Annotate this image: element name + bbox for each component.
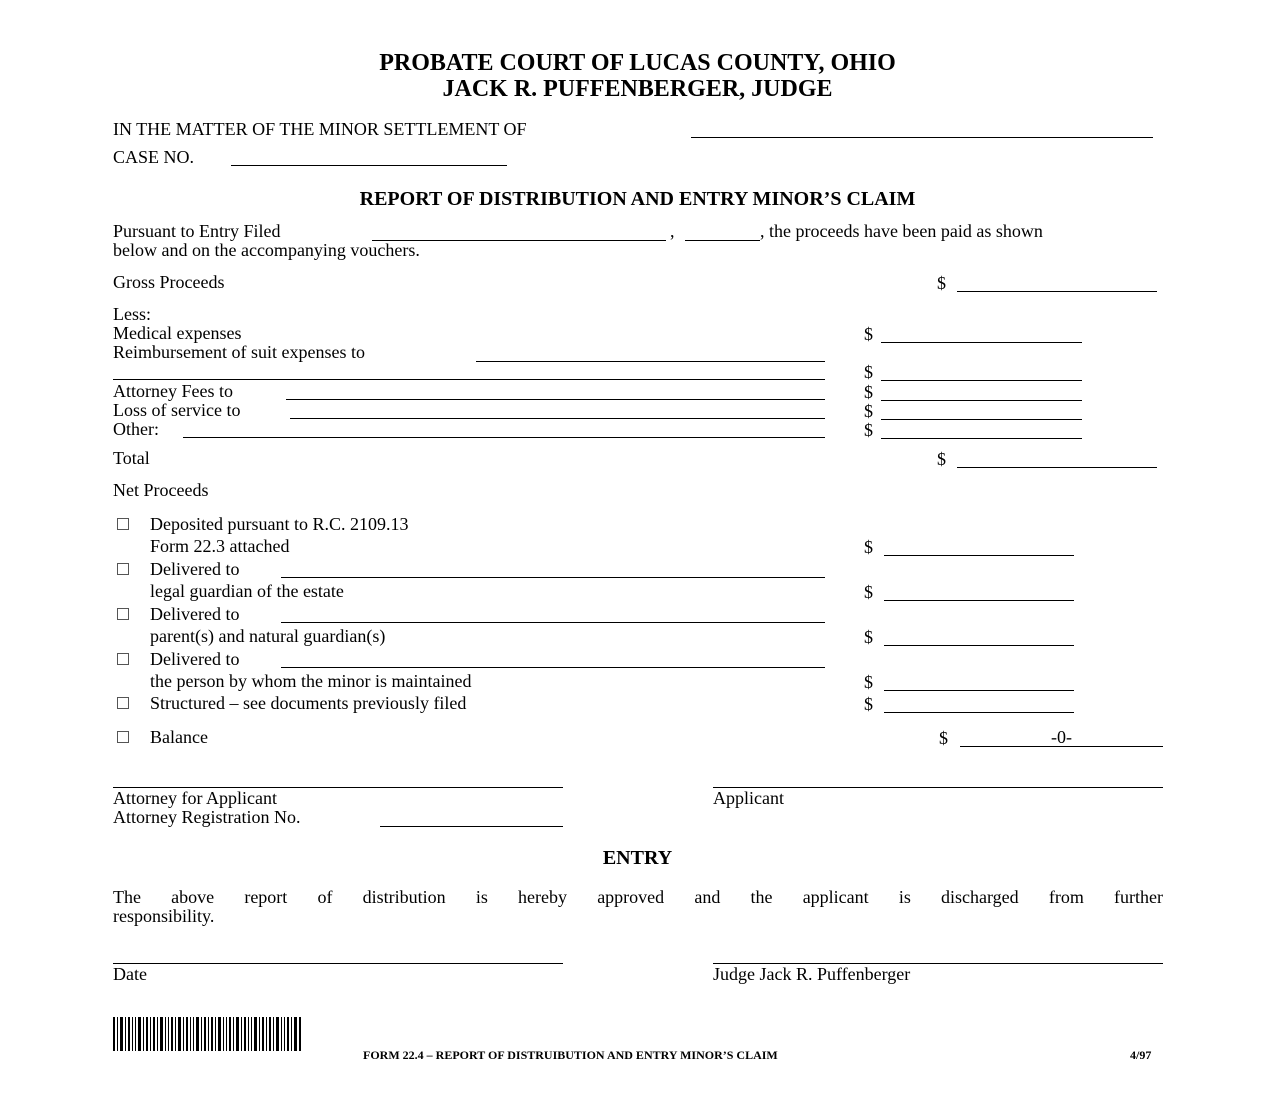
date-label: Date bbox=[113, 964, 147, 984]
delivered-guardian-field[interactable] bbox=[281, 577, 825, 578]
other-payee-field[interactable] bbox=[183, 437, 825, 438]
loss-of-service-label: Loss of service to bbox=[113, 400, 241, 420]
maintainer-label: the person by whom the minor is maintained bbox=[150, 671, 472, 691]
judge-signature-label: Judge Jack R. Puffenberger bbox=[713, 964, 911, 984]
case-number-field[interactable] bbox=[231, 165, 507, 166]
delivered-to-label: Delivered to bbox=[150, 649, 240, 669]
other-label: Other: bbox=[113, 419, 159, 439]
balance-label: Balance bbox=[150, 727, 208, 747]
attorney-fees-payee-field[interactable] bbox=[286, 399, 825, 400]
deposited-amount[interactable] bbox=[884, 555, 1074, 556]
medical-expenses-label: Medical expenses bbox=[113, 323, 242, 343]
dollar-sign: $ bbox=[939, 728, 948, 748]
balance-amount: -0- bbox=[1051, 727, 1072, 747]
reimbursement-amount[interactable] bbox=[881, 380, 1082, 381]
dollar-sign: $ bbox=[937, 273, 946, 293]
reimbursement-payee-field-2[interactable] bbox=[113, 379, 825, 380]
entry-title: ENTRY bbox=[602, 847, 673, 869]
date-line[interactable] bbox=[113, 963, 563, 964]
attorney-fees-label: Attorney Fees to bbox=[113, 381, 233, 401]
gross-proceeds-label: Gross Proceeds bbox=[113, 272, 225, 292]
delivered-maintainer-field[interactable] bbox=[281, 667, 825, 668]
form-revision: 4/97 bbox=[1130, 1048, 1152, 1062]
dollar-sign: $ bbox=[864, 401, 873, 421]
structured-amount[interactable] bbox=[884, 712, 1074, 713]
report-title: REPORT OF DISTRIBUTION AND ENTRY MINOR’S CLAIM bbox=[359, 188, 916, 210]
dollar-sign: $ bbox=[864, 694, 873, 714]
form-footer: FORM 22.4 – REPORT OF DISTRUIBUTION AND ENTRY MINOR’S CLAIM bbox=[363, 1048, 778, 1062]
structured-label: Structured – see documents previously filed bbox=[150, 693, 467, 713]
delivered-to-label: Delivered to bbox=[150, 559, 240, 579]
gross-proceeds-amount[interactable] bbox=[957, 291, 1157, 292]
delivered-parents-field[interactable] bbox=[281, 622, 825, 623]
dollar-sign: $ bbox=[864, 627, 873, 647]
entry-text-continued: responsibility. bbox=[113, 906, 215, 926]
barcode bbox=[113, 1017, 303, 1051]
deposited-checkbox[interactable] bbox=[117, 518, 129, 530]
deposited-label: Deposited pursuant to R.C. 2109.13 bbox=[150, 514, 409, 534]
minor-name-field[interactable] bbox=[691, 137, 1153, 138]
delivered-guardian-checkbox[interactable] bbox=[117, 563, 129, 575]
total-label: Total bbox=[113, 448, 150, 468]
entry-text: The above report of distribution is hereby approved and the applicant is discharged from further bbox=[113, 887, 1163, 907]
legal-guardian-amount[interactable] bbox=[884, 600, 1074, 601]
intro-proceeds: , the proceeds have been paid as shown bbox=[760, 221, 1043, 241]
applicant-label: Applicant bbox=[713, 788, 784, 808]
dollar-sign: $ bbox=[864, 582, 873, 602]
case-number-label: CASE NO. bbox=[113, 147, 195, 167]
dollar-sign: $ bbox=[937, 449, 946, 469]
dollar-sign: $ bbox=[864, 324, 873, 344]
form-attached-label: Form 22.3 attached bbox=[150, 536, 290, 556]
delivered-maintainer-checkbox[interactable] bbox=[117, 653, 129, 665]
total-amount[interactable] bbox=[957, 467, 1157, 468]
registration-number-field[interactable] bbox=[380, 826, 563, 827]
dollar-sign: $ bbox=[864, 382, 873, 402]
delivered-parents-checkbox[interactable] bbox=[117, 608, 129, 620]
reimbursement-payee-field[interactable] bbox=[476, 361, 825, 362]
dollar-sign: $ bbox=[864, 672, 873, 692]
intro-comma: , bbox=[670, 221, 675, 241]
legal-guardian-label: legal guardian of the estate bbox=[150, 581, 344, 601]
structured-checkbox[interactable] bbox=[117, 697, 129, 709]
medical-expenses-amount[interactable] bbox=[881, 342, 1082, 343]
parents-label: parent(s) and natural guardian(s) bbox=[150, 626, 386, 646]
reimbursement-label: Reimbursement of suit expenses to bbox=[113, 342, 365, 362]
attorney-label: Attorney for Applicant bbox=[113, 788, 277, 808]
registration-label: Attorney Registration No. bbox=[113, 807, 301, 827]
balance-checkbox[interactable] bbox=[117, 731, 129, 743]
delivered-to-label: Delivered to bbox=[150, 604, 240, 624]
dollar-sign: $ bbox=[864, 362, 873, 382]
maintainer-amount[interactable] bbox=[884, 690, 1074, 691]
other-amount[interactable] bbox=[881, 438, 1082, 439]
loss-of-service-payee-field[interactable] bbox=[290, 418, 825, 419]
less-label: Less: bbox=[113, 304, 151, 324]
attorney-fees-amount[interactable] bbox=[881, 400, 1082, 401]
dollar-sign: $ bbox=[864, 537, 873, 557]
matter-label: IN THE MATTER OF THE MINOR SETTLEMENT OF bbox=[113, 119, 527, 139]
intro-vouchers: below and on the accompanying vouchers. bbox=[113, 240, 420, 260]
entry-filed-year-field[interactable] bbox=[685, 240, 760, 241]
loss-of-service-amount[interactable] bbox=[881, 419, 1082, 420]
parents-amount[interactable] bbox=[884, 645, 1074, 646]
judge-title: JACK R. PUFFENBERGER, JUDGE bbox=[442, 76, 833, 102]
net-proceeds-label: Net Proceeds bbox=[113, 480, 209, 500]
court-title: PROBATE COURT OF LUCAS COUNTY, OHIO bbox=[379, 50, 896, 76]
intro-entry-filed: Pursuant to Entry Filed bbox=[113, 221, 281, 241]
dollar-sign: $ bbox=[864, 420, 873, 440]
